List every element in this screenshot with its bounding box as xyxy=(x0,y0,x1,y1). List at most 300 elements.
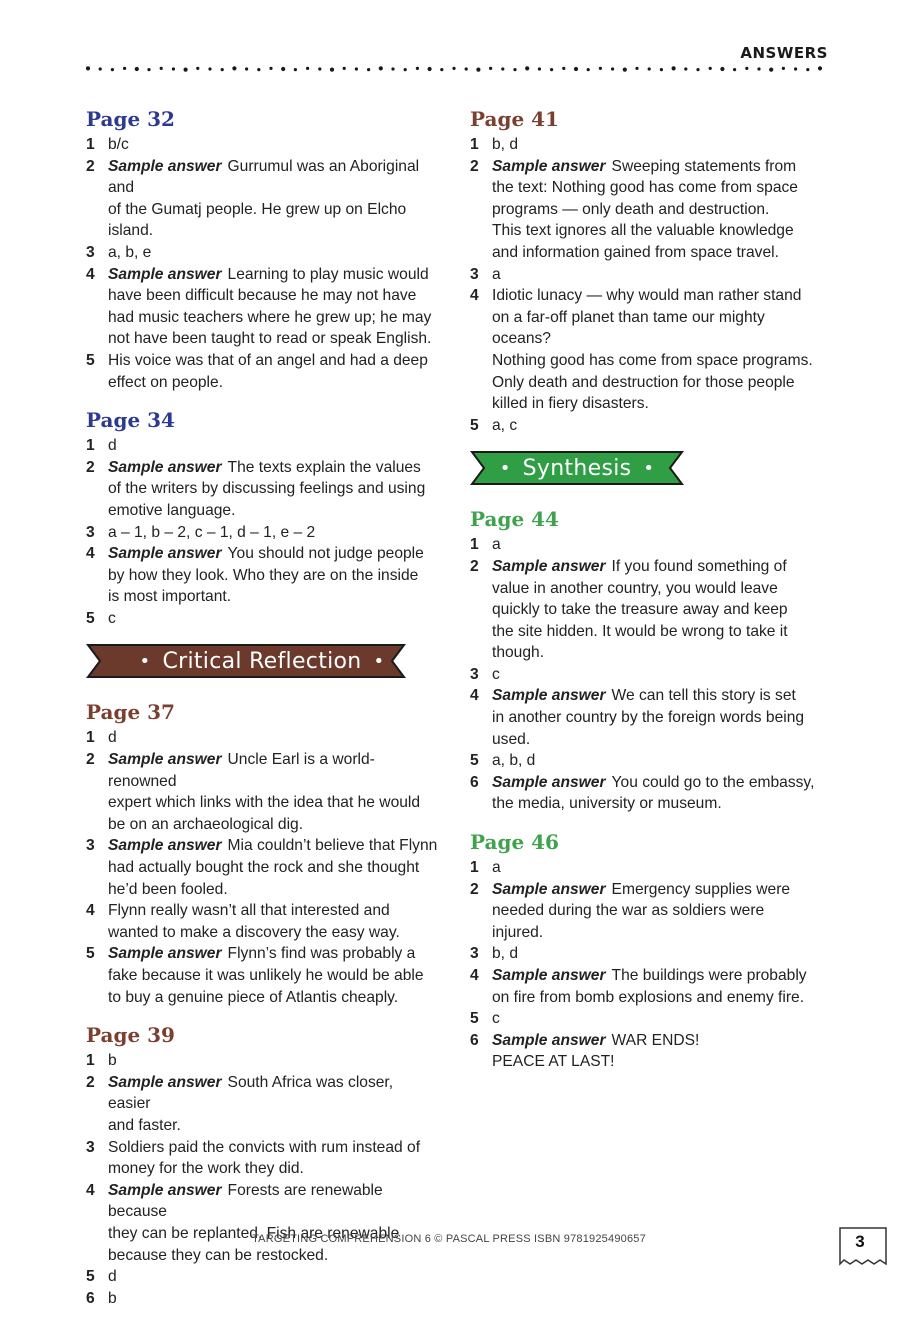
sample-answer-label: Sample answer xyxy=(492,157,606,175)
answer-number: 5 xyxy=(86,1268,95,1286)
divider-dot xyxy=(367,68,370,71)
answer-text xyxy=(108,1072,438,1137)
answer-line xyxy=(108,900,438,922)
answer-line xyxy=(108,242,438,264)
answer-item xyxy=(470,1008,822,1030)
divider-dot xyxy=(684,67,687,70)
answer-number: 2 xyxy=(86,458,95,476)
answer-line-text: His voice was that of an angel and had a deep xyxy=(108,351,428,369)
page-heading: Page 46 xyxy=(470,830,559,855)
divider-dot xyxy=(806,68,809,71)
sample-answer-label: Sample answer xyxy=(108,157,222,175)
answer-line xyxy=(492,534,822,556)
answer-line xyxy=(108,500,438,522)
answer-line-text: Emergency supplies were xyxy=(611,880,791,898)
answer-text xyxy=(492,534,822,556)
answer-line xyxy=(108,987,438,1009)
answer-line-text: he’d been fooled. xyxy=(108,880,228,898)
answer-number: 5 xyxy=(470,416,479,434)
answer-item xyxy=(470,134,822,156)
answer-line-text: the media, university or museum. xyxy=(492,795,722,813)
answer-item xyxy=(470,1030,822,1073)
divider-dot xyxy=(257,68,260,71)
divider-dot xyxy=(648,67,651,70)
answer-line-text: b, d xyxy=(492,945,519,963)
answer-number: 4 xyxy=(470,287,479,305)
answer-number: 6 xyxy=(470,773,479,791)
answer-item xyxy=(86,350,438,393)
answer-line-text: Learning to play music would xyxy=(227,265,429,283)
answer-item xyxy=(470,285,822,415)
answer-text xyxy=(108,1266,438,1288)
answer-line xyxy=(492,307,822,329)
answer-line-text: The buildings were probably xyxy=(611,967,807,984)
divider-dot xyxy=(343,67,346,70)
answer-line xyxy=(492,729,822,751)
answer-line-text: Only death and destruction for those people xyxy=(492,373,795,391)
answer-item xyxy=(470,415,822,437)
answer-line xyxy=(492,664,822,686)
answer-number: 5 xyxy=(86,351,95,369)
page-heading: Page 37 xyxy=(86,700,175,725)
divider-dot xyxy=(501,67,504,70)
answer-line-text: Nothing good has come from space programs. xyxy=(492,351,813,369)
answer-line-text: You could go to the embassy, xyxy=(611,773,815,791)
answer-section xyxy=(86,104,438,393)
answer-item xyxy=(470,664,822,686)
divider-dot xyxy=(416,67,419,70)
divider-dot xyxy=(769,68,773,72)
divider-dot xyxy=(538,67,541,70)
answer-item xyxy=(86,1288,438,1310)
sample-answer-label: Sample answer xyxy=(492,967,606,984)
answer-line-text: be on an archaeological dig. xyxy=(108,815,304,833)
answer-number: 1 xyxy=(86,1052,95,1070)
answer-line xyxy=(492,350,822,372)
answer-number: 1 xyxy=(86,729,95,747)
answer-line-text: a xyxy=(492,859,501,877)
answer-item xyxy=(470,534,822,556)
answer-number: 1 xyxy=(470,859,479,877)
answer-line xyxy=(108,435,438,457)
answer-line-text: and faster. xyxy=(108,1116,181,1134)
answer-line-text: of the writers by discussing feelings and using xyxy=(108,480,426,498)
answer-line-text: wanted to make a discovery the easy way. xyxy=(108,923,400,941)
divider-dot xyxy=(208,67,211,70)
divider-dot xyxy=(232,66,236,70)
answer-number: 1 xyxy=(470,136,479,153)
answer-text xyxy=(108,1288,438,1310)
answer-line xyxy=(108,1245,438,1267)
divider-dot xyxy=(184,68,188,72)
sample-answer-label: Sample answer xyxy=(492,1031,606,1049)
answer-text xyxy=(492,879,822,944)
answer-line-text: have been difficult because he may not have xyxy=(108,287,417,305)
answer-line xyxy=(108,1180,438,1223)
answer-line-text: used. xyxy=(492,730,531,748)
left-column xyxy=(86,104,438,1321)
answer-line-text: a, c xyxy=(492,416,518,434)
answer-text xyxy=(108,242,438,264)
answer-text xyxy=(492,156,822,264)
answer-line xyxy=(108,879,438,901)
answer-line xyxy=(492,177,822,199)
divider-dot xyxy=(550,68,553,71)
divider-dot xyxy=(599,67,602,70)
answer-line xyxy=(492,328,822,350)
answer-line xyxy=(492,1051,822,1073)
answer-item xyxy=(470,750,822,772)
divider-dot xyxy=(709,67,712,70)
answer-line xyxy=(108,522,438,544)
answer-text xyxy=(492,285,822,415)
divider-dot xyxy=(86,66,90,70)
answer-line-text: Gurrumul was an Aboriginal and xyxy=(108,157,420,197)
answer-line-text: injured. xyxy=(492,923,544,941)
answer-item xyxy=(86,522,438,544)
answer-list xyxy=(470,534,822,815)
answer-line-text: a – 1, b – 2, c – 1, d – 1, e – 2 xyxy=(108,523,316,541)
answer-line xyxy=(108,1158,438,1180)
answer-line-text: had music teachers where he grew up; he may xyxy=(108,308,432,326)
answer-line xyxy=(492,1008,822,1030)
answer-text xyxy=(492,664,822,686)
answer-list xyxy=(470,857,822,1073)
answer-number: 2 xyxy=(470,557,479,575)
answer-item xyxy=(86,900,438,943)
answer-number: 5 xyxy=(470,752,479,770)
answer-line xyxy=(492,879,822,901)
page-heading: Page 44 xyxy=(470,507,559,532)
answer-number: 3 xyxy=(86,837,95,855)
answer-number: 2 xyxy=(470,157,479,175)
answer-item xyxy=(86,156,438,242)
answer-line-text: c xyxy=(108,609,116,627)
sample-answer-label: Sample answer xyxy=(108,751,222,769)
answer-line xyxy=(108,922,438,944)
answer-line-text: and information gained from space travel. xyxy=(492,243,779,261)
sample-answer-label: Sample answer xyxy=(492,557,606,575)
answer-text xyxy=(492,1030,822,1073)
answer-item xyxy=(86,543,438,608)
answer-item xyxy=(86,1266,438,1288)
page-heading: Page 39 xyxy=(86,1023,175,1048)
divider-dot xyxy=(428,67,432,71)
answer-line xyxy=(492,943,822,965)
answer-number: 5 xyxy=(86,609,95,627)
answer-line xyxy=(108,1050,438,1072)
answer-line-text: to buy a genuine piece of Atlantis cheaply. xyxy=(108,988,399,1006)
divider-dot xyxy=(733,68,736,71)
answer-number: 2 xyxy=(86,751,95,769)
answer-text xyxy=(108,835,438,900)
answer-text xyxy=(492,772,822,815)
answer-item xyxy=(470,965,822,1008)
answer-line-text: South Africa was closer, easier xyxy=(108,1073,394,1113)
answer-line xyxy=(108,608,438,630)
answer-item xyxy=(86,264,438,350)
divider-dot xyxy=(562,67,565,70)
answer-text xyxy=(108,543,438,608)
answer-line xyxy=(108,586,438,608)
answer-line xyxy=(492,372,822,394)
answer-number: 4 xyxy=(470,967,479,984)
banner-label-synthesis: Synthesis xyxy=(522,455,632,481)
answer-number: 4 xyxy=(86,1181,95,1199)
answer-list xyxy=(86,1050,438,1309)
answer-item xyxy=(86,1050,438,1072)
page-number: 3 xyxy=(855,1232,865,1251)
sample-answer-label: Sample answer xyxy=(492,687,606,705)
answer-line xyxy=(108,134,438,156)
answer-line xyxy=(492,415,822,437)
answer-line-text: b/c xyxy=(108,136,129,153)
answer-line-text: they can be replanted. Fish are renewable xyxy=(108,1224,400,1242)
divider-dot xyxy=(794,67,797,70)
answer-line-text: programs — only death and destruction. xyxy=(492,200,770,218)
divider-dot xyxy=(355,67,358,70)
divider-dot xyxy=(404,68,407,71)
sample-answer-label: Sample answer xyxy=(108,265,222,283)
answer-section xyxy=(470,504,822,815)
answer-list xyxy=(86,727,438,1008)
answer-line-text: on a far-off planet than tame our mighty xyxy=(492,308,765,326)
divider-dot xyxy=(489,67,492,70)
answer-item xyxy=(470,264,822,286)
answer-line-text: b xyxy=(108,1052,117,1070)
answer-line-text: b xyxy=(108,1289,117,1307)
answer-item xyxy=(86,242,438,264)
answer-number: 2 xyxy=(86,1073,95,1091)
answer-line xyxy=(492,965,822,987)
answer-line xyxy=(492,199,822,221)
answer-line-text: c xyxy=(492,665,500,683)
answer-line xyxy=(108,835,438,857)
answer-number: 3 xyxy=(470,945,479,963)
answer-line-text: Uncle Earl is a world-renowned xyxy=(108,751,375,790)
answer-line xyxy=(492,685,822,707)
answer-text xyxy=(108,749,438,835)
answer-line xyxy=(108,792,438,814)
divider-dot xyxy=(330,68,334,72)
answer-line-text: fake because it was unlikely he would be able xyxy=(108,967,424,984)
answer-number: 3 xyxy=(86,523,95,541)
answer-text xyxy=(108,900,438,943)
answer-line xyxy=(492,750,822,772)
divider-dot xyxy=(720,67,724,71)
answer-line-text: though. xyxy=(492,644,545,662)
answer-text xyxy=(492,1008,822,1030)
answer-line-text: This text ignores all the valuable knowledge xyxy=(492,222,794,240)
answer-text xyxy=(492,943,822,965)
divider-dot xyxy=(818,66,822,70)
answer-text xyxy=(108,1180,438,1266)
answer-line-text: by how they look. Who they are on the inside xyxy=(108,566,419,584)
answer-item xyxy=(470,556,822,664)
divider-dot xyxy=(318,67,321,70)
answer-line-text: Idiotic lunacy — why would man rather stand xyxy=(492,287,802,305)
divider-dot xyxy=(782,67,785,70)
divider-dot xyxy=(696,68,699,71)
answer-line-text: emotive language. xyxy=(108,501,236,519)
divider-dot xyxy=(281,67,285,71)
answer-line xyxy=(492,242,822,264)
sample-answer-label: Sample answer xyxy=(108,945,222,963)
answer-item xyxy=(86,943,438,1008)
header-title: ANSWERS xyxy=(740,44,828,62)
answer-line-text: If you found something of xyxy=(611,557,787,575)
answer-line xyxy=(108,749,438,792)
answer-line-text: quickly to take the treasure away and keep xyxy=(492,601,788,619)
left-sections-a xyxy=(86,104,438,629)
answer-text xyxy=(108,156,438,242)
divider-dot xyxy=(160,67,163,70)
answer-line xyxy=(108,1115,438,1137)
answer-line-text: You should not judge people xyxy=(227,545,424,563)
answer-item xyxy=(86,608,438,630)
answer-list xyxy=(470,134,822,436)
answer-line-text: The texts explain the values xyxy=(227,458,421,476)
answer-item xyxy=(86,1137,438,1180)
divider-dot xyxy=(294,68,297,71)
answer-line-text: expert which links with the idea that he would xyxy=(108,794,421,812)
answer-line-text: d xyxy=(108,729,117,747)
divider-dot xyxy=(123,67,126,70)
answer-item xyxy=(86,1072,438,1137)
answer-line-text: not have been taught to read or speak English. xyxy=(108,330,432,348)
answer-line xyxy=(492,922,822,944)
answer-text xyxy=(108,134,438,156)
divider-dot xyxy=(745,67,748,70)
synthesis-banner: • Synthesis • xyxy=(470,448,684,488)
answer-line xyxy=(108,372,438,394)
answer-line xyxy=(108,543,438,565)
answer-line-text: killed in fiery disasters. xyxy=(492,395,649,413)
divider-dot xyxy=(269,67,272,70)
page-heading: Page 34 xyxy=(86,408,175,433)
answer-line-text: d xyxy=(108,437,117,455)
answer-line xyxy=(492,156,822,178)
answer-item xyxy=(470,943,822,965)
answer-number: 1 xyxy=(470,536,479,554)
sample-answer-label: Sample answer xyxy=(108,1181,222,1199)
answer-section xyxy=(86,405,438,629)
answer-number: 5 xyxy=(470,1010,479,1028)
answer-line-text: c xyxy=(492,1010,500,1028)
dotted-divider xyxy=(86,64,830,74)
answer-line xyxy=(492,793,822,815)
answer-line xyxy=(108,199,438,242)
answer-line-text: needed during the war as soldiers were xyxy=(492,902,765,920)
answer-line-text: PEACE AT LAST! xyxy=(492,1053,615,1071)
answer-line xyxy=(492,393,822,415)
divider-dot xyxy=(391,67,394,70)
answer-line-text: a xyxy=(492,265,501,283)
answer-line xyxy=(492,264,822,286)
answer-line-text: effect on people. xyxy=(108,373,224,391)
answer-line-text: Flynn’s find was probably a xyxy=(227,945,416,963)
answer-number: 4 xyxy=(86,902,95,920)
answer-item xyxy=(86,835,438,900)
answer-text xyxy=(492,134,822,156)
answer-section xyxy=(470,104,822,436)
answer-line xyxy=(108,1288,438,1310)
divider-dot xyxy=(623,68,627,72)
divider-dot xyxy=(660,68,663,71)
critical-reflection-banner: • Critical Reflection • xyxy=(86,641,438,681)
answer-line xyxy=(108,965,438,987)
answer-number: 3 xyxy=(470,265,479,283)
divider-dot xyxy=(99,67,102,70)
answer-item xyxy=(86,749,438,835)
answer-number: 3 xyxy=(86,243,95,261)
answer-line xyxy=(108,264,438,286)
answer-line xyxy=(108,350,438,372)
divider-dot xyxy=(440,68,443,71)
answer-line xyxy=(492,987,822,1009)
answer-number: 4 xyxy=(86,545,95,563)
answer-line-text: Flynn really wasn’t all that interested and xyxy=(108,902,390,920)
answer-line xyxy=(492,772,822,794)
answer-line xyxy=(492,900,822,922)
answer-line-text: Soldiers paid the convicts with rum instead of xyxy=(108,1138,421,1156)
answer-text xyxy=(108,1137,438,1180)
sample-answer-label: Sample answer xyxy=(108,837,222,855)
answer-line xyxy=(108,943,438,965)
answer-number: 2 xyxy=(86,157,95,175)
answer-line-text: oceans? xyxy=(492,330,551,348)
answer-line xyxy=(492,556,822,578)
answer-line-text: on fire from bomb explosions and enemy fire. xyxy=(492,988,805,1006)
answer-item xyxy=(470,879,822,944)
answer-number: 1 xyxy=(86,136,95,153)
answer-number: 2 xyxy=(470,880,479,898)
answer-text xyxy=(492,264,822,286)
answer-line xyxy=(492,599,822,621)
answer-line-text: b, d xyxy=(492,136,519,153)
answer-line xyxy=(108,457,438,479)
answer-line-text: Sweeping statements from xyxy=(611,157,797,175)
divider-dot xyxy=(513,68,516,71)
answer-number: 6 xyxy=(470,1031,479,1049)
answer-item xyxy=(470,772,822,815)
answer-line xyxy=(108,727,438,749)
answer-line-text: had actually bought the rock and she thought xyxy=(108,859,420,877)
answer-line-text: of the Gumatj people. He grew up on Elcho island. xyxy=(108,200,407,240)
answer-line xyxy=(108,1266,438,1288)
answer-text xyxy=(108,435,438,457)
sample-answer-label: Sample answer xyxy=(108,1073,222,1091)
answer-number: 6 xyxy=(86,1289,95,1307)
divider-dot xyxy=(221,68,224,71)
answer-number: 3 xyxy=(470,665,479,683)
answer-line xyxy=(492,1030,822,1052)
sample-answer-label: Sample answer xyxy=(492,773,606,791)
answer-list xyxy=(86,134,438,393)
answer-line-text: money for the work they did. xyxy=(108,1160,304,1178)
answer-line xyxy=(492,285,822,307)
left-sections-b xyxy=(86,697,438,1309)
right-sections-b xyxy=(470,504,822,1073)
answer-line xyxy=(492,642,822,664)
answer-number: 4 xyxy=(470,687,479,705)
banner-label-critical-reflection: Critical Reflection xyxy=(162,648,362,674)
answer-line-text: because they can be restocked. xyxy=(108,1246,329,1264)
answer-line xyxy=(108,814,438,836)
answer-line-text: is most important. xyxy=(108,588,232,606)
answer-item xyxy=(470,685,822,750)
divider-dot xyxy=(135,67,139,71)
